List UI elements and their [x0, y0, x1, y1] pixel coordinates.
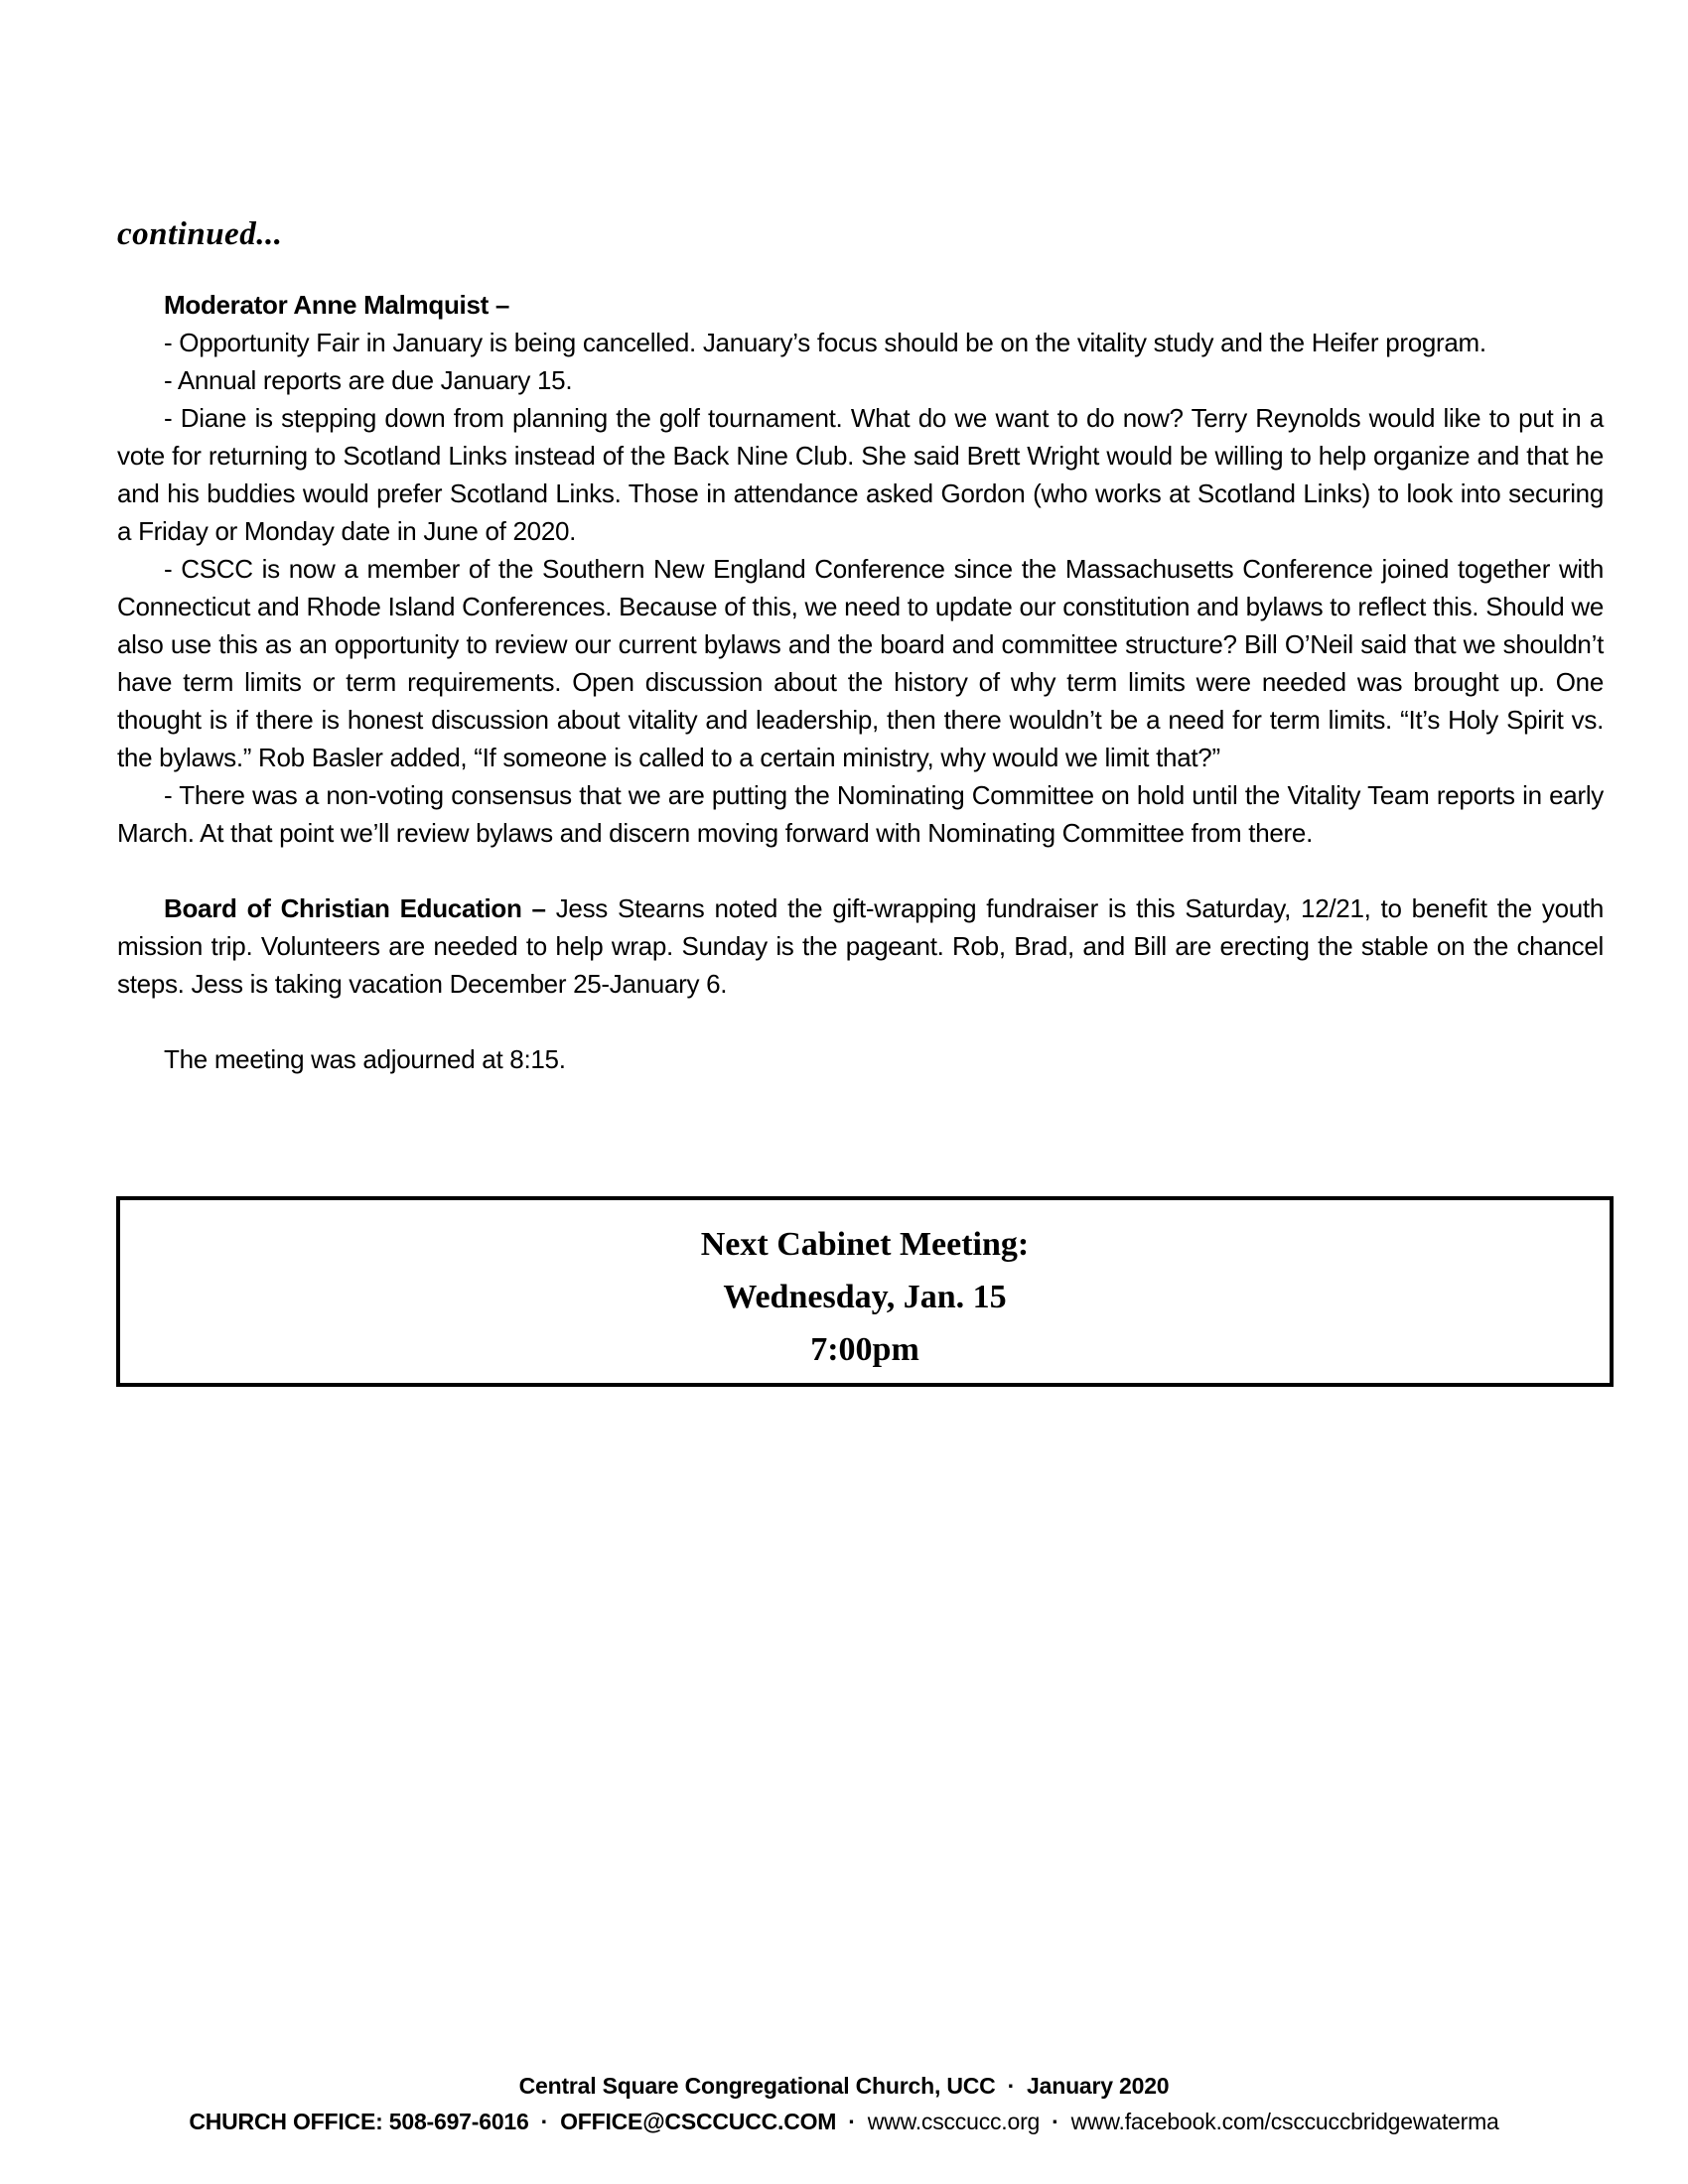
christian-education-body: Jess Stearns noted the gift-wrapping fundraiser is this Saturday, 12/21, to benefit the youth mission trip. Volunteers are needed to help wrap. Sunday is the pageant. Rob, Brad, and Bill are erecting the stable on the chancel steps. Jess is taking vacation December 25-January 6.	[117, 893, 1604, 999]
next-meeting-box	[116, 1196, 1614, 1387]
footer-separator-dot: ·	[540, 2109, 549, 2134]
section-heading-moderator: Moderator Anne Malmquist –	[164, 290, 510, 320]
footer-website: www.csccucc.org	[867, 2109, 1041, 2134]
footer-contact-line	[0, 2104, 1688, 2139]
document-body	[117, 286, 1604, 1078]
bullet-annual-reports: - Annual reports are due January 15.	[164, 365, 573, 395]
footer-issue-date: January 2020	[1027, 2073, 1170, 2099]
next-meeting-title: Next Cabinet Meeting:	[700, 1226, 1030, 1263]
bullet-nominating-committee: - There was a non-voting consensus that we are putting the Nominating Committee on hold until the Vitality Team reports in early March. At that point we’ll review bylaws and discern moving forward with Nominating Committee from there.	[117, 780, 1604, 848]
bullet-opportunity-fair: - Opportunity Fair in January is being cancelled. January’s focus should be on the vitality study and the Heifer program.	[164, 328, 1486, 357]
page-footer	[0, 2068, 1688, 2139]
footer-facebook: www.facebook.com/csccuccbridgewaterma	[1070, 2109, 1499, 2134]
footer-separator-dot: ·	[1007, 2073, 1016, 2099]
next-meeting-time: 7:00pm	[810, 1331, 919, 1368]
bullet-conference-bylaws: - CSCC is now a member of the Southern New England Conference since the Massachusetts Conference joined together with Connecticut and Rhode Island Conferences. Because of this, we need to update our constitution and bylaws to reflect this. Should we also use this as an opportunity to review our current bylaws and the board and committee structure? Bill O’Neil said that we shouldn’t have term limits or term requirements. Open discussion about the history of why term limits were needed was brought up. One thought is if there is honest discussion about vitality and leadership, then there wouldn’t be a need for term limits. “It’s Holy Spirit vs. the bylaws.” Rob Basler added, “If someone is called to a certain ministry, why would we limit that?”	[117, 554, 1604, 772]
adjournment-line: The meeting was adjourned at 8:15.	[164, 1044, 566, 1074]
continued-label: continued...	[117, 216, 283, 252]
footer-separator-dot: ·	[1052, 2109, 1059, 2134]
section-heading-christian-education: Board of Christian Education –	[164, 893, 546, 923]
footer-office-email: OFFICE@CSCCUCC.COM	[560, 2109, 837, 2134]
next-meeting-date: Wednesday, Jan. 15	[723, 1279, 1007, 1315]
paragraph-christian-education	[117, 889, 1604, 1003]
footer-org-name: Central Square Congregational Church, UCC	[518, 2073, 996, 2099]
bullet-golf-tournament: - Diane is stepping down from planning the golf tournament. What do we want to do now? Terry Reynolds would like to put in a vote for returning to Scotland Links instead of the Back Nine Club. She said Brett Wright would be willing to help organize and that he and his buddies would prefer Scotland Links. Those in attendance asked Gordon (who works at Scotland Links) to look into securing a Friday or Monday date in June of 2020.	[117, 403, 1604, 546]
footer-separator-dot: ·	[848, 2109, 856, 2134]
footer-org-line	[0, 2068, 1688, 2104]
footer-office-phone: CHURCH OFFICE: 508-697-6016	[189, 2109, 529, 2134]
